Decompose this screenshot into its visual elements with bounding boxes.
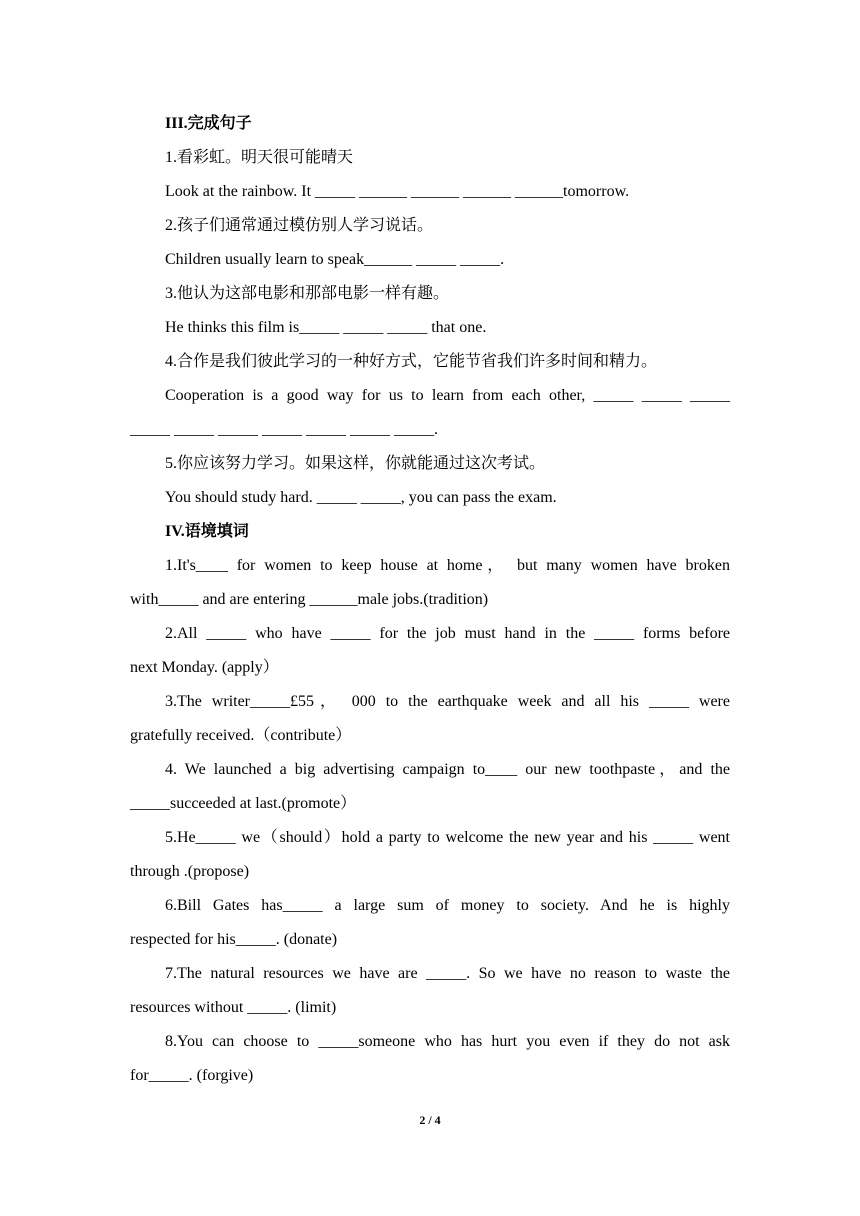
item-6-line-1: 6.Bill Gates has_____ a large sum of money to society. And he is highly bbox=[165, 897, 730, 914]
sentence-1-chinese: 1.看彩虹。明天很可能晴天 bbox=[165, 149, 354, 166]
item-7-line-2: resources without _____. (limit) bbox=[130, 999, 337, 1016]
item-5-line-1: 5.He_____ we（should）hold a party to welcome the new year and his _____ went bbox=[165, 829, 730, 846]
item-1-line-2: with_____ and are entering ______male jobs.(tradition) bbox=[130, 591, 489, 608]
page-content bbox=[130, 107, 730, 1093]
sentence-4-chinese: 4.合作是我们彼此学习的一种好方式，它能节省我们许多时间和精力。 bbox=[165, 353, 658, 370]
item-7-line-1: 7.The natural resources we have are _____. So we have no reason to waste the bbox=[165, 965, 730, 982]
section-heading-complete-sentences: III.完成句子 bbox=[165, 115, 252, 132]
item-4-line-1: 4. We launched a big advertising campaign to____ our new toothpaste，and the bbox=[165, 761, 730, 778]
sentence-2-chinese: 2.孩子们通常通过模仿别人学习说话。 bbox=[165, 217, 434, 234]
sentence-2-english: Children usually learn to speak______ _____ _____. bbox=[165, 251, 505, 268]
item-8-line-1: 8.You can choose to _____someone who has hurt you even if they do not ask bbox=[165, 1033, 730, 1050]
sentence-1-english: Look at the rainbow. It _____ ______ ______ ______ ______tomorrow. bbox=[165, 183, 630, 200]
item-1-line-1: 1.It's____ for women to keep house at home， but many women have broken bbox=[165, 557, 730, 574]
item-3-line-1: 3.The writer_____£55， 000 to the earthquake week and all his _____ were bbox=[165, 693, 730, 710]
sentence-4-english-line-1: Cooperation is a good way for us to learn from each other, _____ _____ _____ bbox=[165, 387, 730, 404]
sentence-3-chinese: 3.他认为这部电影和那部电影一样有趣。 bbox=[165, 285, 450, 302]
sentence-3-english: He thinks this film is_____ _____ _____ that one. bbox=[165, 319, 487, 336]
item-2-line-1: 2.All _____ who have _____ for the job must hand in the _____ forms before bbox=[165, 625, 730, 642]
sentence-5-chinese: 5.你应该努力学习。如果这样，你就能通过这次考试。 bbox=[165, 455, 546, 472]
item-8-line-2: for_____. (forgive) bbox=[130, 1067, 254, 1084]
item-2-line-2: next Monday. (apply） bbox=[130, 659, 279, 676]
sentence-4-english-line-2: _____ _____ _____ _____ _____ _____ _____. bbox=[130, 421, 438, 438]
section-heading-word-formation: IV.语境填词 bbox=[165, 523, 249, 540]
item-6-line-2: respected for his_____. (donate) bbox=[130, 931, 338, 948]
sentence-5-english: You should study hard. _____ _____, you can pass the exam. bbox=[165, 489, 557, 506]
item-3-line-2: gratefully received.（contribute） bbox=[130, 727, 352, 744]
item-4-line-2: _____succeeded at last.(promote） bbox=[130, 795, 357, 812]
page-number: 2 / 4 bbox=[419, 1113, 441, 1127]
item-5-line-2: through .(propose) bbox=[130, 863, 250, 880]
